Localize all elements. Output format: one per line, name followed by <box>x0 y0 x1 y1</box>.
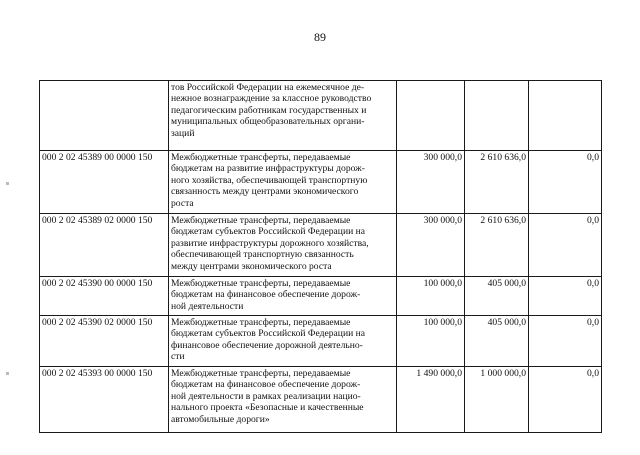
value-cell-3: 0,0 <box>529 277 602 316</box>
description-cell <box>169 151 397 214</box>
value-cell-3: 0,0 <box>529 214 602 277</box>
value-cell-3: 0,0 <box>529 316 602 367</box>
budget-table <box>39 80 602 433</box>
description-text: Межбюджетные трансферты, передаваемые бюджетам на финансовое обеспечение дорож- ной деятельности <box>171 278 361 312</box>
budget-code-cell: 000 2 02 45390 02 0000 150 <box>40 316 169 367</box>
value-cell-1: 300 000,0 <box>397 151 465 214</box>
description-text: Межбюджетные трансферты, передаваемые бюджетам на финансовое обеспечение дорож- ной деятельности в рамках реализации нацио- нального проекта «Безопасные и качественные автомобильные дороги» <box>171 368 364 425</box>
value-cell-3: 0,0 <box>529 151 602 214</box>
value-cell-2 <box>465 81 529 151</box>
table-row <box>40 151 602 214</box>
scan-artifact <box>6 372 9 375</box>
value-cell-1: 300 000,0 <box>397 214 465 277</box>
description-text: Межбюджетные трансферты, передаваемые бюджетам на развитие инфраструктуры дорож- ного хозяйства, обеспечивающей транспортную связанность между центрами экономического роста <box>171 152 368 209</box>
description-cell <box>169 367 397 433</box>
value-cell-2: 2 610 636,0 <box>465 214 529 277</box>
description-cell <box>169 316 397 367</box>
budget-code-cell: 000 2 02 45389 02 0000 150 <box>40 214 169 277</box>
budget-code-cell: 000 2 02 45389 00 0000 150 <box>40 151 169 214</box>
description-cell <box>169 277 397 316</box>
description-text: Межбюджетные трансферты, передаваемые бюджетам субъектов Российской Федерации на развитие инфраструктуры дорожного хозяйства, обеспечивающей транспортную связанность между центрами экономического роста <box>171 215 369 272</box>
budget-code-cell: 000 2 02 45390 00 0000 150 <box>40 277 169 316</box>
value-cell-2: 405 000,0 <box>465 316 529 367</box>
value-cell-1: 1 490 000,0 <box>397 367 465 433</box>
value-cell-3: 0,0 <box>529 367 602 433</box>
table-row <box>40 316 602 367</box>
value-cell-2: 2 610 636,0 <box>465 151 529 214</box>
description-cell <box>169 81 397 151</box>
table-row <box>40 214 602 277</box>
scan-artifact <box>6 182 9 185</box>
description-cell <box>169 214 397 277</box>
value-cell-1: 100 000,0 <box>397 316 465 367</box>
description-text: тов Российской Федерации на ежемесячное де- нежное вознаграждение за классное руководство педагогическим работникам государственных и муниципальных общеобразовательных органи- заций <box>171 82 372 139</box>
value-cell-2: 405 000,0 <box>465 277 529 316</box>
value-cell-3 <box>529 81 602 151</box>
description-text: Межбюджетные трансферты, передаваемые бюджетам субъектов Российской Федерации на финансовое обеспечение дорожной деятельно- сти <box>171 317 366 363</box>
value-cell-1: 100 000,0 <box>397 277 465 316</box>
value-cell-1 <box>397 81 465 151</box>
table-row <box>40 367 602 433</box>
table-row <box>40 81 602 151</box>
value-cell-2: 1 000 000,0 <box>465 367 529 433</box>
page-number: 89 <box>314 30 326 44</box>
table-row <box>40 277 602 316</box>
budget-code-cell: 000 2 02 45393 00 0000 150 <box>40 367 169 433</box>
budget-code-cell <box>40 81 169 151</box>
